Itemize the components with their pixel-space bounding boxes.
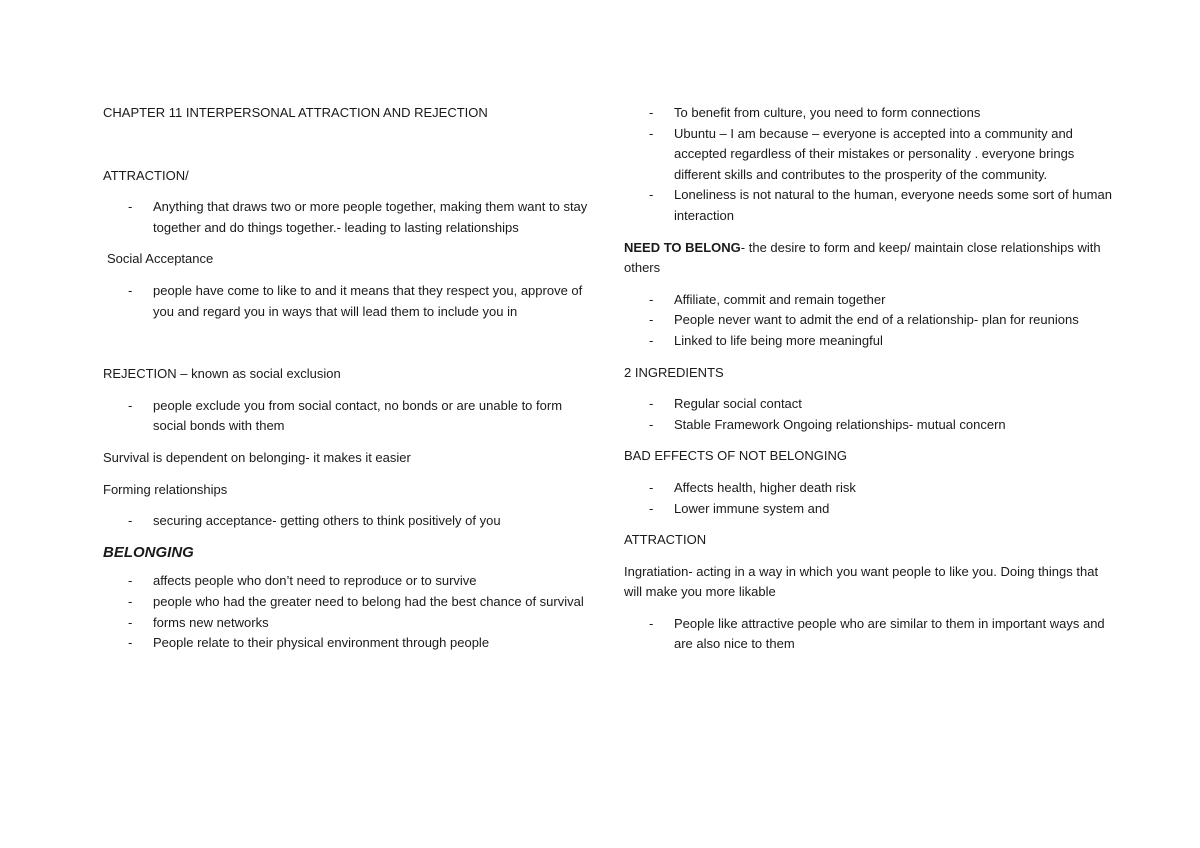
chapter-title: CHAPTER 11 INTERPERSONAL ATTRACTION AND REJECTION [103,105,488,120]
bullet-dash: - [128,593,133,609]
list-item [624,124,1114,186]
list-item-text: Affects health, higher death risk [674,479,856,495]
bullet-dash: - [649,312,654,328]
left-column [103,103,593,654]
list-item-text: People never want to admit the end of a relationship- plan for reunions [674,312,1079,328]
bullet-dash: - [649,479,654,495]
bullet-dash: - [128,199,133,215]
list-item [624,185,1114,226]
bullet-dash: - [649,416,654,432]
list-item [103,511,593,532]
list-item [103,592,593,613]
list-item [624,290,1114,311]
bullet-dash: - [128,397,133,413]
bullet-dash: - [649,615,654,631]
list-item-text: Regular social contact [674,396,802,412]
bullet-dash: - [649,105,654,120]
list-item [624,394,1114,415]
ingredients-list [624,394,1114,435]
attraction-heading-right: ATTRACTION [624,532,707,548]
bad-effects-heading: BAD EFFECTS OF NOT BELONGING [624,448,847,464]
bullet-dash: - [649,125,654,141]
list-item [624,415,1114,436]
list-item [103,633,593,654]
rejection-heading: REJECTION – known as social exclusion [103,366,341,382]
list-item [103,613,593,634]
right-column [624,103,1114,655]
list-item-text: securing acceptance- getting others to think positively of you [153,513,501,529]
list-item-text: people who had the greater need to belong had the best chance of survival [153,593,584,609]
list-item-text: Lower immune system and [674,500,830,516]
list-item-text: People like attractive people who are similar to them in important ways and are also nice to them [674,615,1105,652]
list-item-text: Loneliness is not natural to the human, everyone needs some sort of human interaction [674,187,1112,223]
belonging-list [103,571,593,653]
need-to-belong-paragraph [624,238,1114,279]
attraction-list-right [624,614,1114,655]
bullet-dash: - [649,332,654,348]
need-list [624,290,1114,352]
list-item-text: Affiliate, commit and remain together [674,291,886,307]
list-item-text: To benefit from culture, you need to form connections [674,105,981,120]
ingratiation-paragraph: Ingratiation- acting in a way in which you want people to like you. Doing things that will make you more likable [624,563,1099,600]
list-item-text: Anything that draws two or more people together, making them want to stay together and do things together.- leading to lasting relationships [153,199,588,235]
list-item [624,103,1114,124]
list-item-text: Ubuntu – I am because – everyone is accepted into a community and accepted regardless of their mistakes or personality . everyone brings different skills and contributes to the prosperity of the community. [674,125,1075,182]
list-item [103,571,593,592]
culture-list [624,103,1114,227]
need-to-belong-definition: - the desire to form and keep/ maintain close relationships with others [624,239,1101,276]
list-item-text: affects people who don’t need to reproduce or to survive [153,573,477,589]
list-item [624,478,1114,499]
bullet-dash: - [649,291,654,307]
need-to-belong-term: NEED TO BELONG [624,239,741,255]
bullet-dash: - [128,513,133,529]
list-item-text: forms new networks [153,614,269,630]
list-item-text: Stable Framework Ongoing relationships- mutual concern [674,416,1006,432]
list-item-text: people have come to like to and it means that they respect you, approve of you and regard you in ways that will lead them to include you in [153,282,583,319]
list-item [103,281,593,322]
bullet-dash: - [649,187,654,203]
bullet-dash: - [649,396,654,412]
list-item [103,396,593,437]
forming-heading: Forming relationships [103,481,228,497]
survival-line: Survival is dependent on belonging- it makes it easier [103,449,411,465]
bullet-dash: - [128,635,133,651]
belonging-heading: BELONGING [103,543,194,561]
bullet-dash: - [128,573,133,589]
attraction-list [103,197,593,238]
social-acceptance-list [103,281,593,322]
bullet-dash: - [128,614,133,630]
ingredients-heading: 2 INGREDIENTS [624,364,724,380]
list-item [624,331,1114,352]
list-item [624,310,1114,331]
social-acceptance-heading: Social Acceptance [107,251,214,267]
list-item-text: People relate to their physical environment through people [153,635,490,651]
bullet-dash: - [649,500,654,516]
list-item-text: people exclude you from social contact, no bonds or are unable to form social bonds with them [153,397,563,434]
bad-effects-list [624,478,1114,519]
list-item [624,499,1114,520]
list-item [103,197,593,238]
forming-list [103,511,593,532]
attraction-heading: ATTRACTION/ [103,167,189,183]
list-item-text: Linked to life being more meaningful [674,332,883,348]
rejection-list [103,396,593,437]
bullet-dash: - [128,282,133,298]
list-item [624,614,1114,655]
